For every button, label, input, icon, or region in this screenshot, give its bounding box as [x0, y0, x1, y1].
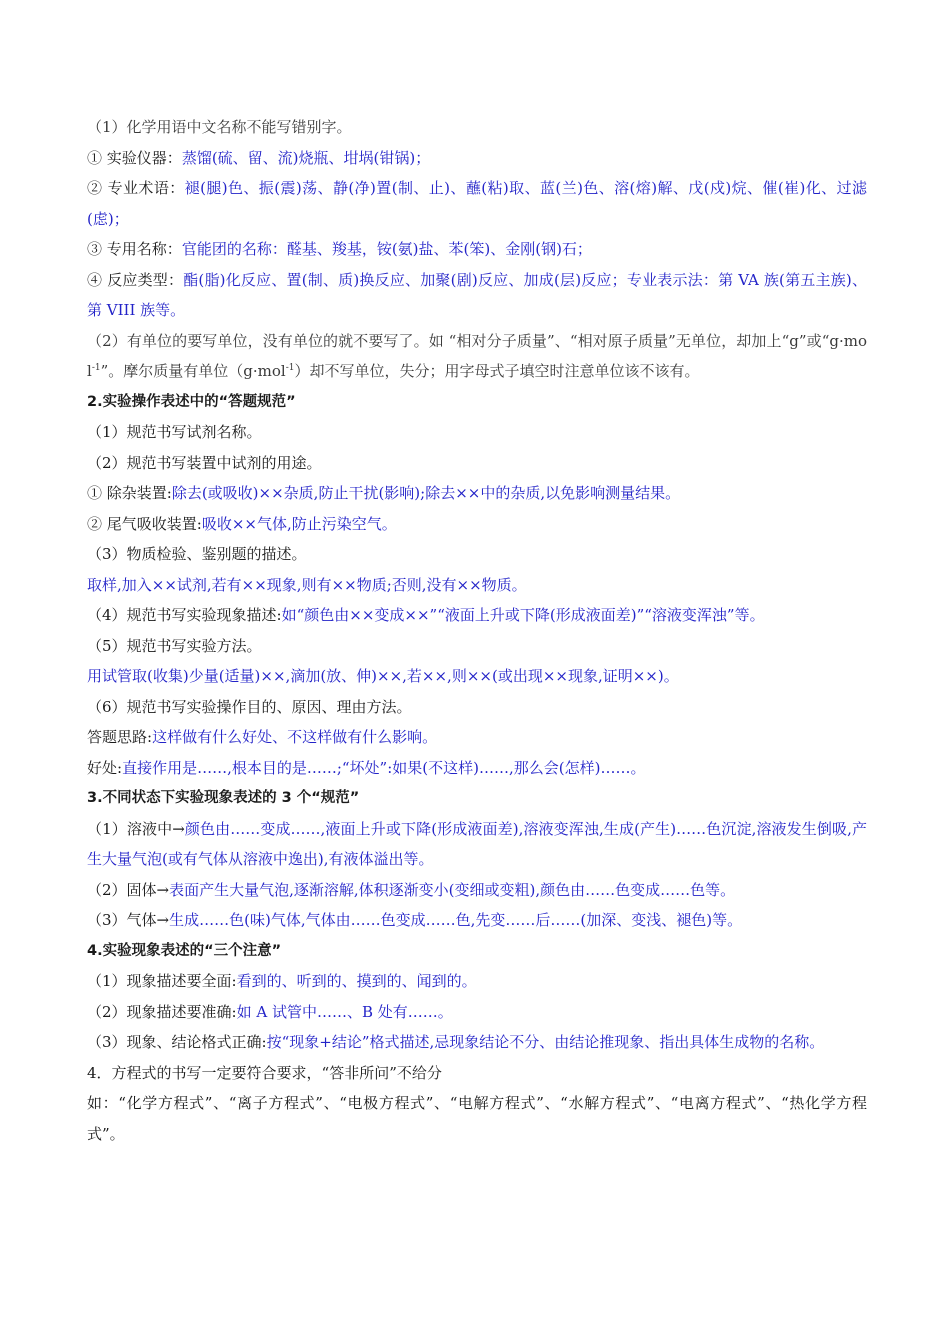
line-content: 这样做有什么好处、不这样做有什么影响。	[152, 728, 438, 746]
section2-line-5-content: 用试管取(收集)少量(适量)××,滴加(放、伸)××,若××,则××(或出现××现象,证明××)。	[87, 667, 679, 685]
section4-heading: 4.实验现象表述的“三个注意”	[87, 942, 282, 959]
section4-line-3	[87, 1027, 867, 1058]
section2-line-2: （2）规范书写装置中试剂的用途。	[87, 453, 322, 472]
item-number: ②	[87, 179, 103, 197]
section2-line-4	[87, 600, 867, 631]
units-sup-1: -1	[91, 363, 101, 373]
section4-line-1	[87, 966, 867, 997]
section5-heading: 4．方程式的书写一定要符合要求，“答非所问”不给分	[87, 1063, 442, 1082]
section2-line-6: （6）规范书写实验操作目的、原因、理由方法。	[87, 697, 412, 716]
section3-line-2	[87, 875, 867, 906]
line-label: （2）现象描述要准确:	[87, 1002, 237, 1021]
item-number: ④	[87, 270, 103, 289]
line-label: 答题思路:	[87, 728, 153, 746]
section3-heading: 3.不同状态下实验现象表述的 3 个“规范”	[87, 790, 360, 806]
section1-item-instruments	[87, 143, 867, 174]
section2-line-2a	[87, 478, 867, 509]
item-label: 反应类型：	[107, 270, 184, 289]
section2-heading: 2.实验操作表述中的“答题规范”	[87, 393, 296, 410]
section3-line-1	[87, 814, 867, 875]
item-content: 酯(脂)化反应、置(制、质)换反应、加聚(剧)反应、加成(层)反应；专业表示法：第 VA 族(第五主族)、第 VIII 族等。	[87, 270, 867, 319]
line-content: 如 A 试管中……、B 处有……。	[236, 1002, 453, 1021]
section2-line-6b	[87, 753, 867, 784]
section2-line-3: （3）物质检验、鉴别题的描述。	[87, 545, 307, 563]
line-content: 生成……色(味)气体,气体由……色变成……色,先变……后……(加深、变浅、褪色)等。	[169, 911, 743, 929]
document-page	[87, 112, 867, 1149]
section3-line-3	[87, 905, 867, 936]
line-label: （4）规范书写实验现象描述:	[87, 606, 282, 624]
line-content: 除去(或吸收)××杂质,防止干扰(影响);除去××中的杂质,以免影响测量结果。	[171, 484, 681, 502]
item-number: ③	[87, 240, 103, 258]
line-label: ② 尾气吸收装置:	[87, 514, 202, 533]
section2-line-2b	[87, 509, 867, 540]
section2-line-1: （1）规范书写试剂名称。	[87, 423, 262, 441]
line-label: （1）溶液中→	[87, 819, 185, 838]
section2-line-3-content: 取样,加入××试剂,若有××现象,则有××物质;否则,没有××物质。	[87, 575, 527, 594]
units-text-b: ”。摩尔质量有单位（g·mol	[100, 362, 286, 380]
section1-item-terms	[87, 173, 867, 234]
section1-item-reactions	[87, 265, 867, 326]
item-label: 专业术语：	[107, 179, 185, 197]
section2-line-6a	[87, 722, 867, 753]
units-text-c: ）却不写单位，失分；用字母式子填空时注意单位该不该有。	[294, 362, 700, 380]
line-label: ① 除杂装置:	[87, 484, 172, 502]
units-sup-2: -1	[285, 363, 295, 373]
item-content: 官能团的名称：醛基、羧基，铵(氨)盐、苯(笨)、金刚(钢)石；	[181, 240, 592, 258]
line-label: 好处:	[87, 758, 123, 777]
line-content: 颜色由……变成……,液面上升或下降(形成液面差),溶液变浑浊,生成(产生)……色沉淀,溶液发生倒吸,产生大量气泡(或有气体从溶液中逸出),有液体溢出等。	[87, 819, 867, 868]
item-content: 褪(腿)色、振(震)荡、静(净)置(制、止)、蘸(粘)取、蓝(兰)色、溶(熔)解、戊(戍)烷、催(崔)化、过滤(虑)；	[87, 179, 867, 228]
section2-line-5: （5）规范书写实验方法。	[87, 636, 262, 655]
line-label: （1）现象描述要全面:	[87, 972, 237, 990]
section1-units-note	[87, 326, 867, 387]
item-label: 实验仪器：	[106, 148, 182, 167]
line-content: 看到的、听到的、摸到的、闻到的。	[236, 972, 477, 990]
units-text-a: （2）有单位的要写单位，没有单位的就不要写了。如 “相对分子质量”、“相对原子质量”无单位，却加上“g”或“g·mol	[87, 331, 867, 380]
line-label: （3）现象、结论格式正确:	[87, 1033, 267, 1051]
section5-content: 如：“化学方程式”、“离子方程式”、“电极方程式”、“电解方程式”、“水解方程式”、“电离方程式”、“热化学方程式”。	[87, 1094, 867, 1143]
line-label: （3）气体→	[87, 911, 170, 929]
line-content: 吸收××气体,防止污染空气。	[201, 514, 397, 533]
section4-line-2	[87, 997, 867, 1028]
item-content: 蒸馏(硫、留、流)烧瓶、坩埚(钳锅)；	[181, 148, 431, 167]
line-label: （2）固体→	[87, 880, 170, 899]
section1-item-names	[87, 234, 867, 265]
line-content: 表面产生大量气泡,逐渐溶解,体积逐渐变小(变细或变粗),颜色由……色变成……色等。	[169, 880, 736, 899]
item-label: 专用名称：	[106, 240, 182, 258]
line-content: 按“现象+结论”格式描述,忌现象结论不分、由结论推现象、指出具体生成物的名称。	[266, 1033, 825, 1051]
line-content: 直接作用是……,根本目的是……;“坏处”:如果(不这样)……,那么会(怎样)……。	[122, 758, 646, 777]
item-number: ①	[87, 148, 103, 167]
section1-intro: （1）化学用语中文名称不能写错别字。	[87, 118, 352, 136]
line-content: 如“颜色由××变成××”“液面上升或下降(形成液面差)”“溶液变浑浊”等。	[281, 606, 765, 624]
